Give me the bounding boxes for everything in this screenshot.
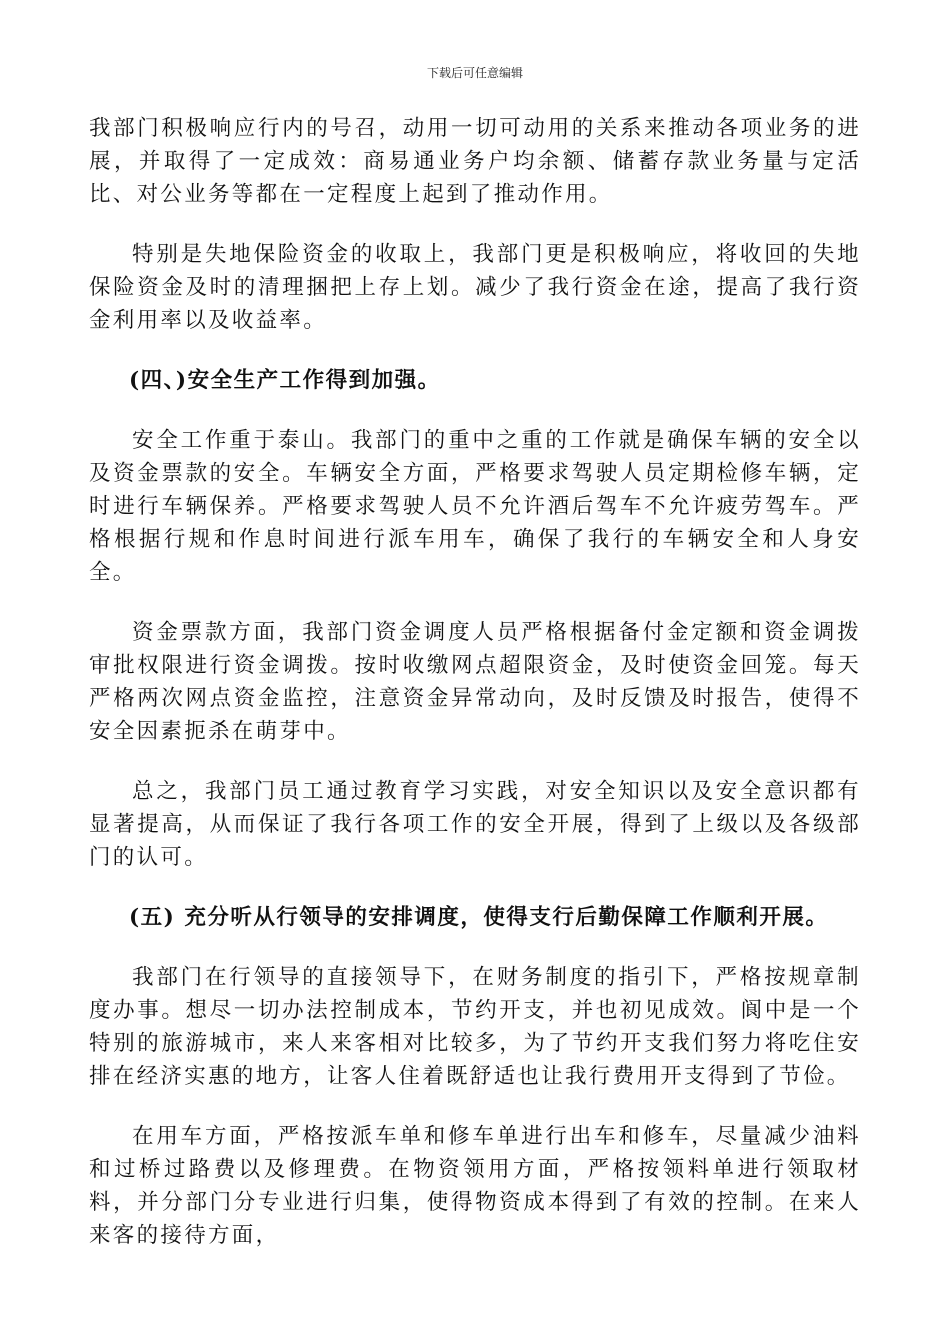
paragraph-funds-safety: 资金票款方面，我部门资金调度人员严格根据备付金定额和资金调拨审批权限进行资金调拨。按时收缴网点超限资金，及时使资金回笼。每天严格两次网点资金监控，注意资金异常动向，及时反馈及时报告，使得不安全因素扼杀在萌芽中。 — [89, 620, 861, 744]
paragraph-safety-summary: 总之，我部门员工通过教育学习实践，对安全知识以及安全意识都有显著提高，从而保证了我行各项工作的安全开展，得到了上级以及各级部门的认可。 — [89, 779, 861, 870]
section-heading-safety: (四、)安全生产工作得到加强。 — [129, 368, 441, 393]
paragraph-vehicle-materials: 在用车方面，严格按派车单和修车单进行出车和修车，尽量减少油料和过桥过路费以及修理费。在物资领用方面，严格按领料单进行领取材料，并分部门分专业进行归集，使得物资成本得到了有效的控制。在来人来客的接待方面， — [89, 1124, 861, 1248]
document-body — [89, 112, 861, 1252]
paragraph-business-promotion: 我部门积极响应行内的号召，动用一切可动用的关系来推动各项业务的进展，并取得了一定成效：商易通业务户均余额、储蓄存款业务量与定活比、对公业务等都在一定程度上起到了推动作用。 — [89, 116, 861, 207]
paragraph-vehicle-safety: 安全工作重于泰山。我部门的重中之重的工作就是确保车辆的安全以及资金票款的安全。车辆安全方面，严格要求驾驶人员定期检修车辆，定时进行车辆保养。严格要求驾驶人员不允许酒后驾车不允许疲劳驾车。严格根据行规和作息时间进行派车用车，确保了我行的车辆安全和人身安全。 — [89, 428, 861, 585]
paragraph-insurance-funds: 特别是失地保险资金的收取上，我部门更是积极响应，将收回的失地保险资金及时的清理捆把上存上划。减少了我行资金在途，提高了我行资金利用率以及收益率。 — [89, 242, 861, 333]
paragraph-cost-control: 我部门在行领导的直接领导下，在财务制度的指引下，严格按规章制度办事。想尽一切办法控制成本，节约开支，并也初见成效。阆中是一个特别的旅游城市，来人来客相对比较多，为了节约开支我们努力将吃住安排在经济实惠的地方，让客人住着既舒适也让我行费用开支得到了节俭。 — [89, 965, 861, 1089]
section-heading-logistics: (五) 充分听从行领导的安排调度，使得支行后勤保障工作顺利开展。 — [129, 905, 829, 930]
header-note: 下载后可任意编辑 — [426, 66, 523, 80]
